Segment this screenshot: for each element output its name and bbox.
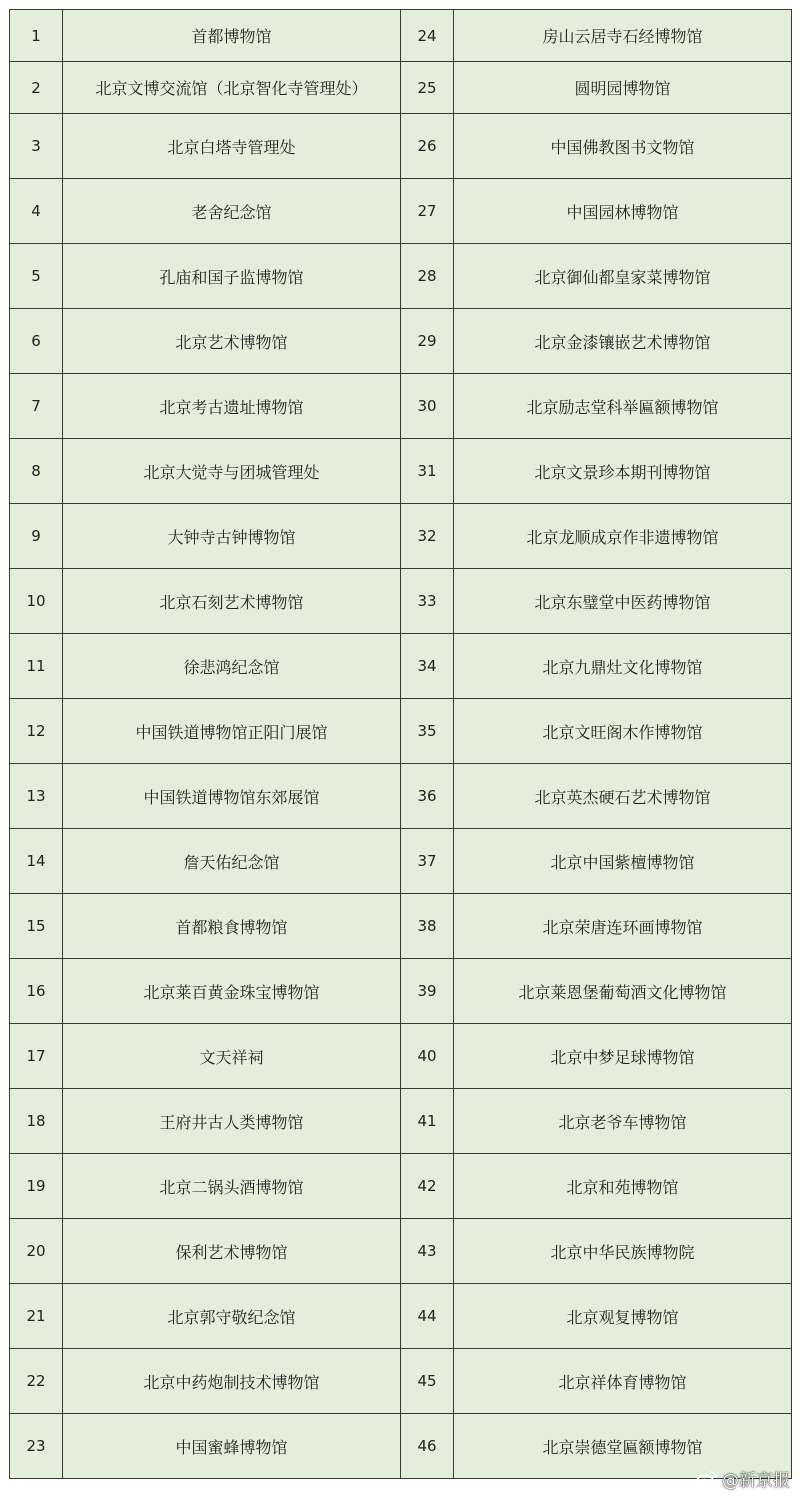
museum-name-right: 中国佛教图书文物馆: [454, 114, 792, 179]
row-number-right: 32: [401, 504, 454, 569]
row-number-right: 26: [401, 114, 454, 179]
table-row: [10, 114, 792, 179]
table-row: [10, 1219, 792, 1284]
museum-name-left: 保利艺术博物馆: [63, 1219, 401, 1284]
museum-name-left: 北京大觉寺与团城管理处: [63, 439, 401, 504]
row-number-right: 45: [401, 1349, 454, 1414]
row-number-right: 24: [401, 10, 454, 62]
table-row: [10, 1349, 792, 1414]
museum-name-right: 北京御仙都皇家菜博物馆: [454, 244, 792, 309]
table-row: [10, 374, 792, 439]
row-number-right: 41: [401, 1089, 454, 1154]
row-number-left: 14: [10, 829, 63, 894]
row-number-right: 28: [401, 244, 454, 309]
museum-name-left: 北京考古遗址博物馆: [63, 374, 401, 439]
museum-name-right: 北京英杰硬石艺术博物馆: [454, 764, 792, 829]
museum-list-table: [9, 9, 792, 1479]
row-number-left: 16: [10, 959, 63, 1024]
table-row: [10, 764, 792, 829]
row-number-left: 12: [10, 699, 63, 764]
row-number-left: 20: [10, 1219, 63, 1284]
table-row: [10, 62, 792, 114]
museum-name-right: 北京荣唐连环画博物馆: [454, 894, 792, 959]
row-number-left: 11: [10, 634, 63, 699]
row-number-left: 9: [10, 504, 63, 569]
row-number-right: 34: [401, 634, 454, 699]
museum-name-right: 北京老爷车博物馆: [454, 1089, 792, 1154]
watermark-text: @新京报: [722, 1471, 790, 1491]
museum-name-right: 北京九鼎灶文化博物馆: [454, 634, 792, 699]
museum-name-left: 詹天佑纪念馆: [63, 829, 401, 894]
museum-name-left: 文天祥祠: [63, 1024, 401, 1089]
museum-name-left: 北京中药炮制技术博物馆: [63, 1349, 401, 1414]
museum-name-left: 王府井古人类博物馆: [63, 1089, 401, 1154]
row-number-left: 17: [10, 1024, 63, 1089]
row-number-right: 42: [401, 1154, 454, 1219]
row-number-left: 15: [10, 894, 63, 959]
table-row: [10, 10, 792, 62]
table-row: [10, 1284, 792, 1349]
row-number-left: 2: [10, 62, 63, 114]
museum-name-left: 北京二锅头酒博物馆: [63, 1154, 401, 1219]
weibo-icon: [696, 1470, 718, 1488]
museum-name-left: 孔庙和国子监博物馆: [63, 244, 401, 309]
table-row: [10, 634, 792, 699]
museum-name-left: 老舍纪念馆: [63, 179, 401, 244]
row-number-left: 10: [10, 569, 63, 634]
row-number-left: 23: [10, 1414, 63, 1479]
museum-name-left: 中国铁道博物馆正阳门展馆: [63, 699, 401, 764]
table-row: [10, 829, 792, 894]
museum-name-left: 北京艺术博物馆: [63, 309, 401, 374]
museum-name-left: 北京文博交流馆（北京智化寺管理处）: [63, 62, 401, 114]
table-row: [10, 309, 792, 374]
museum-name-right: 中国园林博物馆: [454, 179, 792, 244]
table-row: [10, 1154, 792, 1219]
table-row: [10, 1024, 792, 1089]
museum-name-right: 北京励志堂科举匾额博物馆: [454, 374, 792, 439]
row-number-right: 46: [401, 1414, 454, 1479]
row-number-left: 8: [10, 439, 63, 504]
row-number-left: 3: [10, 114, 63, 179]
row-number-right: 29: [401, 309, 454, 374]
row-number-left: 19: [10, 1154, 63, 1219]
row-number-left: 13: [10, 764, 63, 829]
museum-name-right: 北京祥体育博物馆: [454, 1349, 792, 1414]
table-row: [10, 959, 792, 1024]
row-number-left: 21: [10, 1284, 63, 1349]
row-number-left: 5: [10, 244, 63, 309]
table-row: [10, 1414, 792, 1479]
watermark: [696, 1466, 790, 1491]
museum-name-right: 北京东璧堂中医药博物馆: [454, 569, 792, 634]
row-number-left: 7: [10, 374, 63, 439]
museum-name-right: 北京中国紫檀博物馆: [454, 829, 792, 894]
museum-name-right: 北京莱恩堡葡萄酒文化博物馆: [454, 959, 792, 1024]
museum-name-left: 徐悲鸿纪念馆: [63, 634, 401, 699]
museum-name-right: 北京和苑博物馆: [454, 1154, 792, 1219]
table-row: [10, 244, 792, 309]
table-row: [10, 699, 792, 764]
table-body: [10, 10, 792, 1479]
row-number-right: 44: [401, 1284, 454, 1349]
museum-name-right: 北京崇德堂匾额博物馆: [454, 1414, 792, 1479]
row-number-right: 40: [401, 1024, 454, 1089]
row-number-right: 36: [401, 764, 454, 829]
museum-name-right: 北京中华民族博物院: [454, 1219, 792, 1284]
museum-name-left: 首都粮食博物馆: [63, 894, 401, 959]
row-number-right: 33: [401, 569, 454, 634]
row-number-left: 1: [10, 10, 63, 62]
row-number-right: 43: [401, 1219, 454, 1284]
table-row: [10, 1089, 792, 1154]
museum-name-left: 首都博物馆: [63, 10, 401, 62]
museum-name-left: 北京郭守敬纪念馆: [63, 1284, 401, 1349]
row-number-right: 37: [401, 829, 454, 894]
museum-name-left: 北京莱百黄金珠宝博物馆: [63, 959, 401, 1024]
row-number-left: 22: [10, 1349, 63, 1414]
museum-name-right: 圆明园博物馆: [454, 62, 792, 114]
table-row: [10, 504, 792, 569]
row-number-right: 39: [401, 959, 454, 1024]
row-number-right: 30: [401, 374, 454, 439]
table-row: [10, 179, 792, 244]
row-number-left: 4: [10, 179, 63, 244]
museum-name-left: 中国蜜蜂博物馆: [63, 1414, 401, 1479]
museum-name-right: 北京金漆镶嵌艺术博物馆: [454, 309, 792, 374]
row-number-right: 38: [401, 894, 454, 959]
row-number-left: 6: [10, 309, 63, 374]
museum-name-right: 北京观复博物馆: [454, 1284, 792, 1349]
row-number-right: 25: [401, 62, 454, 114]
museum-name-left: 大钟寺古钟博物馆: [63, 504, 401, 569]
table-row: [10, 439, 792, 504]
museum-name-right: 北京中梦足球博物馆: [454, 1024, 792, 1089]
museum-name-right: 北京龙顺成京作非遗博物馆: [454, 504, 792, 569]
museum-name-left: 北京石刻艺术博物馆: [63, 569, 401, 634]
museum-name-right: 房山云居寺石经博物馆: [454, 10, 792, 62]
row-number-right: 31: [401, 439, 454, 504]
table-row: [10, 569, 792, 634]
museum-name-right: 北京文景珍本期刊博物馆: [454, 439, 792, 504]
museum-name-left: 中国铁道博物馆东郊展馆: [63, 764, 401, 829]
row-number-left: 18: [10, 1089, 63, 1154]
table-row: [10, 894, 792, 959]
museum-name-right: 北京文旺阁木作博物馆: [454, 699, 792, 764]
row-number-right: 27: [401, 179, 454, 244]
museum-name-left: 北京白塔寺管理处: [63, 114, 401, 179]
row-number-right: 35: [401, 699, 454, 764]
